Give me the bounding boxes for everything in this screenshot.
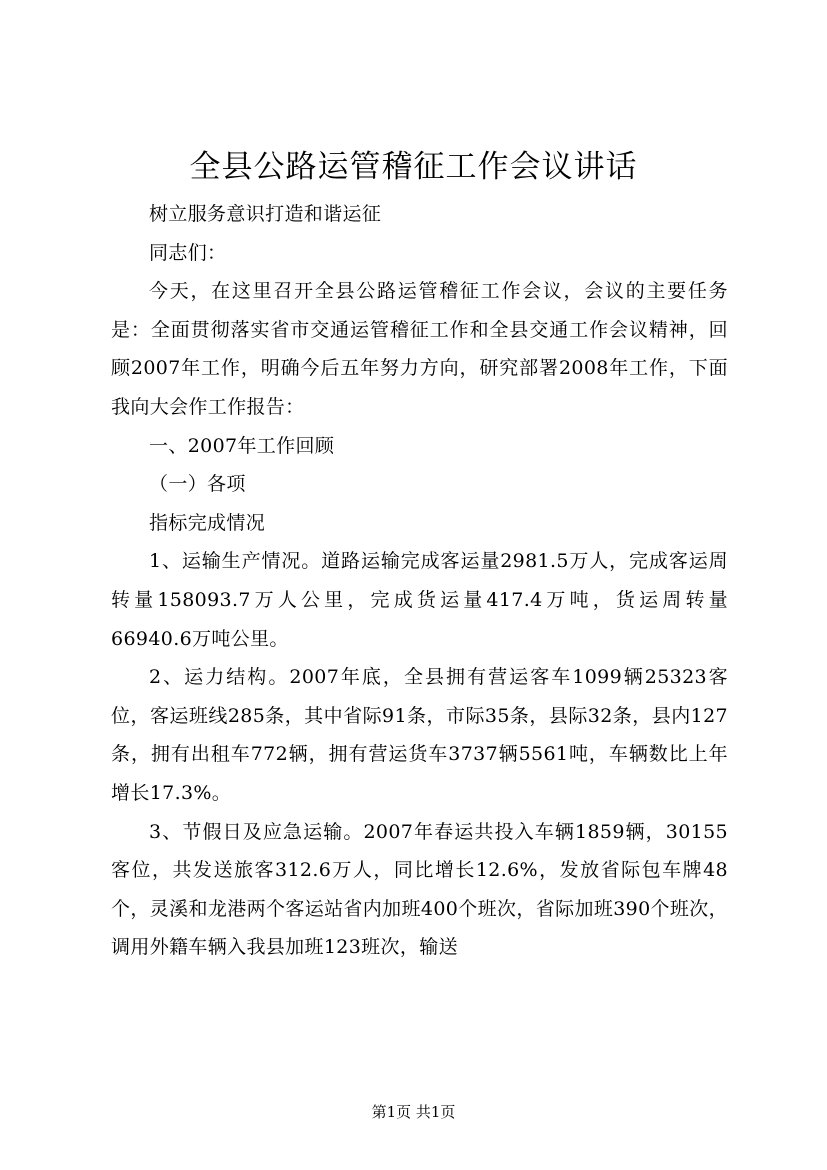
intro-paragraph: 今天，在这里召开全县公路运管稽征工作会议，会议的主要任务是：全面贯彻落实省市交通运管稽征工作和全县交通工作会议精神，回顾2007年工作，明确今后五年努力方向，研究部署2008年工作，下面我向大会作工作报告： xyxy=(111,280,728,418)
page-footer: 第1页 共1页 xyxy=(371,1103,456,1121)
salutation-paragraph: 同志们： xyxy=(149,241,227,264)
transport-production-paragraph: 1、运输生产情况。道路运输完成客运量2981.5万人，完成客运周转量158093.7万人公里，完成货运量417.4万吨，货运周转量66940.6万吨公里。 xyxy=(111,550,728,650)
section-heading: 一、2007年工作回顾 xyxy=(149,434,335,457)
document-title: 全县公路运管稽征工作会议讲话 xyxy=(189,149,638,185)
holiday-transport-paragraph: 3、节假日及应急运输。2007年春运共投入车辆1859辆，30155客位，共发送旅客312.6万人，同比增长12.6%，发放省际包车牌48个，灵溪和龙港两个客运站省内加班400个班次，省际加班390个班次，调用外籍车辆入我县加班123班次，输送 xyxy=(111,820,728,959)
document-body xyxy=(111,195,728,967)
subtitle-paragraph: 树立服务意识打造和谐运征 xyxy=(149,203,382,225)
capacity-structure-paragraph: 2、运力结构。2007年底，全县拥有营运客车1099辆25323客位，客运班线285条，其中省际91条，市际35条，县际32条，县内127条，拥有出租车772辆，拥有营运货车3737辆5561吨，车辆数比上年增长17.3%。 xyxy=(111,666,728,804)
subsection-heading: （一）各项 xyxy=(149,473,246,496)
subsection-heading-continued: 指标完成情况 xyxy=(149,511,266,534)
